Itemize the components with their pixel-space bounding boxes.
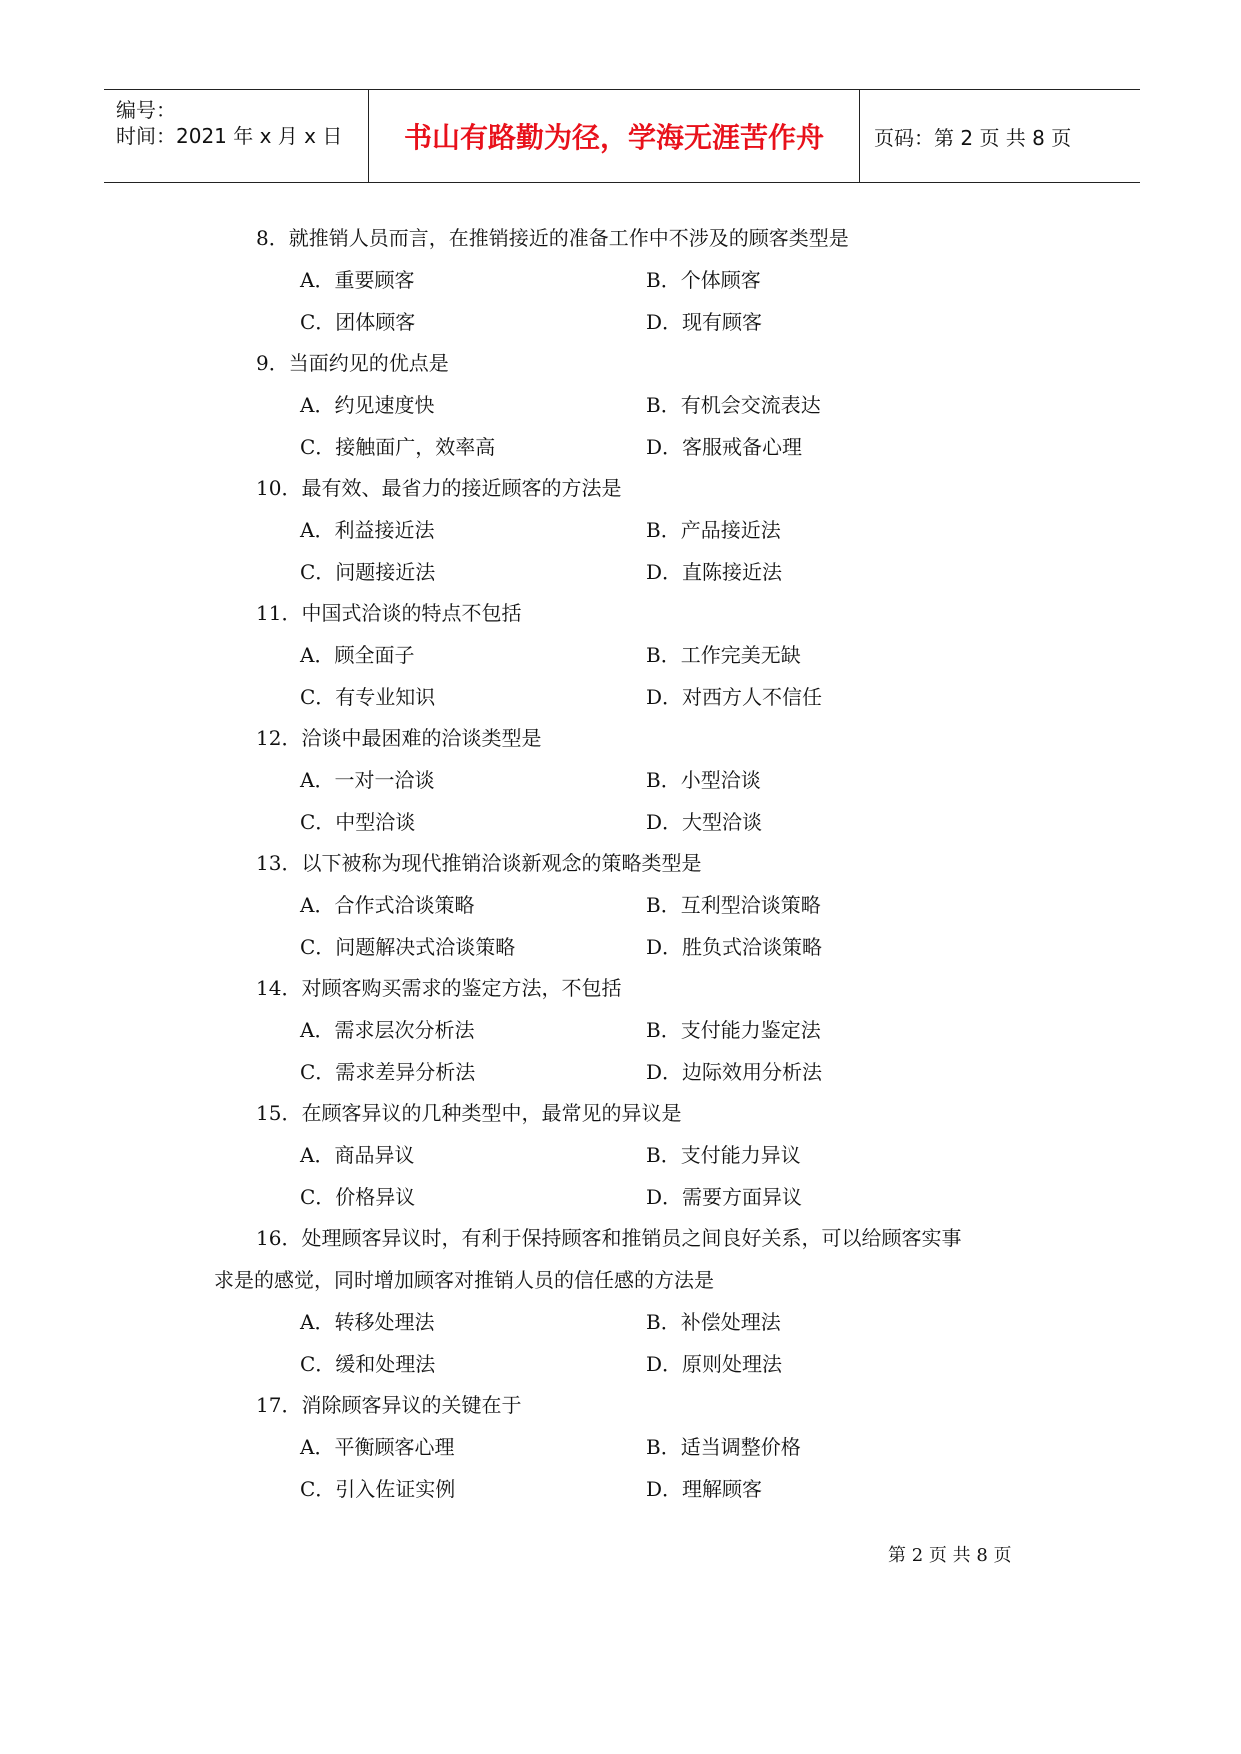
q11-option-a: A．顾全面子 (300, 643, 415, 667)
q14-option-d: D．边际效用分析法 (646, 1060, 823, 1084)
header-page-label: 页码：第 2 页 共 8 页 (874, 126, 1072, 150)
number-label: 编号： (116, 98, 176, 122)
q16-option-d: D．原则处理法 (646, 1352, 783, 1376)
q10-option-b: B．产品接近法 (646, 518, 781, 542)
page-header (104, 89, 1140, 183)
q14-option-a: A．需求层次分析法 (300, 1018, 475, 1042)
header-right-cell (860, 90, 1140, 182)
q17-option-b: B．适当调整价格 (646, 1435, 801, 1459)
header-motto: 书山有路勤为径，学海无涯苦作舟 (403, 121, 824, 154)
q15-option-a: A．商品异议 (300, 1143, 415, 1167)
question-14: 14．对顾客购买需求的鉴定方法，不包括 (256, 976, 622, 1000)
q15-option-b: B．支付能力异议 (646, 1143, 801, 1167)
question-8: 8．就推销人员而言，在推销接近的准备工作中不涉及的顾客类型是 (256, 226, 849, 250)
q12-option-d: D．大型洽谈 (646, 810, 763, 834)
question-10: 10．最有效、最省力的接近顾客的方法是 (256, 476, 622, 500)
q9-option-c: C．接触面广，效率高 (300, 435, 496, 459)
q10-option-d: D．直陈接近法 (646, 560, 783, 584)
q9-option-d: D．客服戒备心理 (646, 435, 803, 459)
q16-option-a: A．转移处理法 (300, 1310, 435, 1334)
q13-option-c: C．问题解决式洽谈策略 (300, 935, 516, 959)
q12-option-c: C．中型洽谈 (300, 810, 416, 834)
question-12: 12．洽谈中最困难的洽谈类型是 (256, 726, 542, 750)
q17-option-a: A．平衡顾客心理 (300, 1435, 455, 1459)
page-footer: 第 2 页 共 8 页 (888, 1545, 1012, 1566)
header-left-cell (104, 90, 369, 182)
q11-option-d: D．对西方人不信任 (646, 685, 823, 709)
q14-option-c: C．需求差异分析法 (300, 1060, 476, 1084)
header-middle-cell (369, 90, 860, 182)
q17-option-c: C．引入佐证实例 (300, 1477, 456, 1501)
time-label: 时间：2021 年 x 月 x 日 (116, 124, 343, 148)
q16-option-c: C．缓和处理法 (300, 1352, 436, 1376)
q11-option-b: B．工作完美无缺 (646, 643, 801, 667)
q11-option-c: C．有专业知识 (300, 685, 436, 709)
q12-option-a: A．一对一洽谈 (300, 768, 435, 792)
question-13: 13．以下被称为现代推销洽谈新观念的策略类型是 (256, 851, 702, 875)
q9-option-b: B．有机会交流表达 (646, 393, 821, 417)
question-15: 15．在顾客异议的几种类型中，最常见的异议是 (256, 1101, 682, 1125)
q17-option-d: D．理解顾客 (646, 1477, 763, 1501)
question-16-continued: 求是的感觉，同时增加顾客对推销人员的信任感的方法是 (214, 1268, 714, 1292)
q12-option-b: B．小型洽谈 (646, 768, 761, 792)
q13-option-b: B．互利型洽谈策略 (646, 893, 821, 917)
question-9: 9．当面约见的优点是 (256, 351, 449, 375)
q8-option-a: A．重要顾客 (300, 268, 415, 292)
q13-option-a: A．合作式洽谈策略 (300, 893, 475, 917)
q8-option-b: B．个体顾客 (646, 268, 761, 292)
q16-option-b: B．补偿处理法 (646, 1310, 781, 1334)
q14-option-b: B．支付能力鉴定法 (646, 1018, 821, 1042)
q10-option-c: C．问题接近法 (300, 560, 436, 584)
question-16: 16．处理顾客异议时，有利于保持顾客和推销员之间良好关系，可以给顾客实事 (256, 1226, 962, 1250)
q13-option-d: D．胜负式洽谈策略 (646, 935, 823, 959)
question-17: 17．消除顾客异议的关键在于 (256, 1393, 522, 1417)
q15-option-c: C．价格异议 (300, 1185, 416, 1209)
q15-option-d: D．需要方面异议 (646, 1185, 803, 1209)
q10-option-a: A．利益接近法 (300, 518, 435, 542)
question-11: 11．中国式洽谈的特点不包括 (256, 601, 522, 625)
q8-option-d: D．现有顾客 (646, 310, 763, 334)
q9-option-a: A．约见速度快 (300, 393, 435, 417)
q8-option-c: C．团体顾客 (300, 310, 416, 334)
